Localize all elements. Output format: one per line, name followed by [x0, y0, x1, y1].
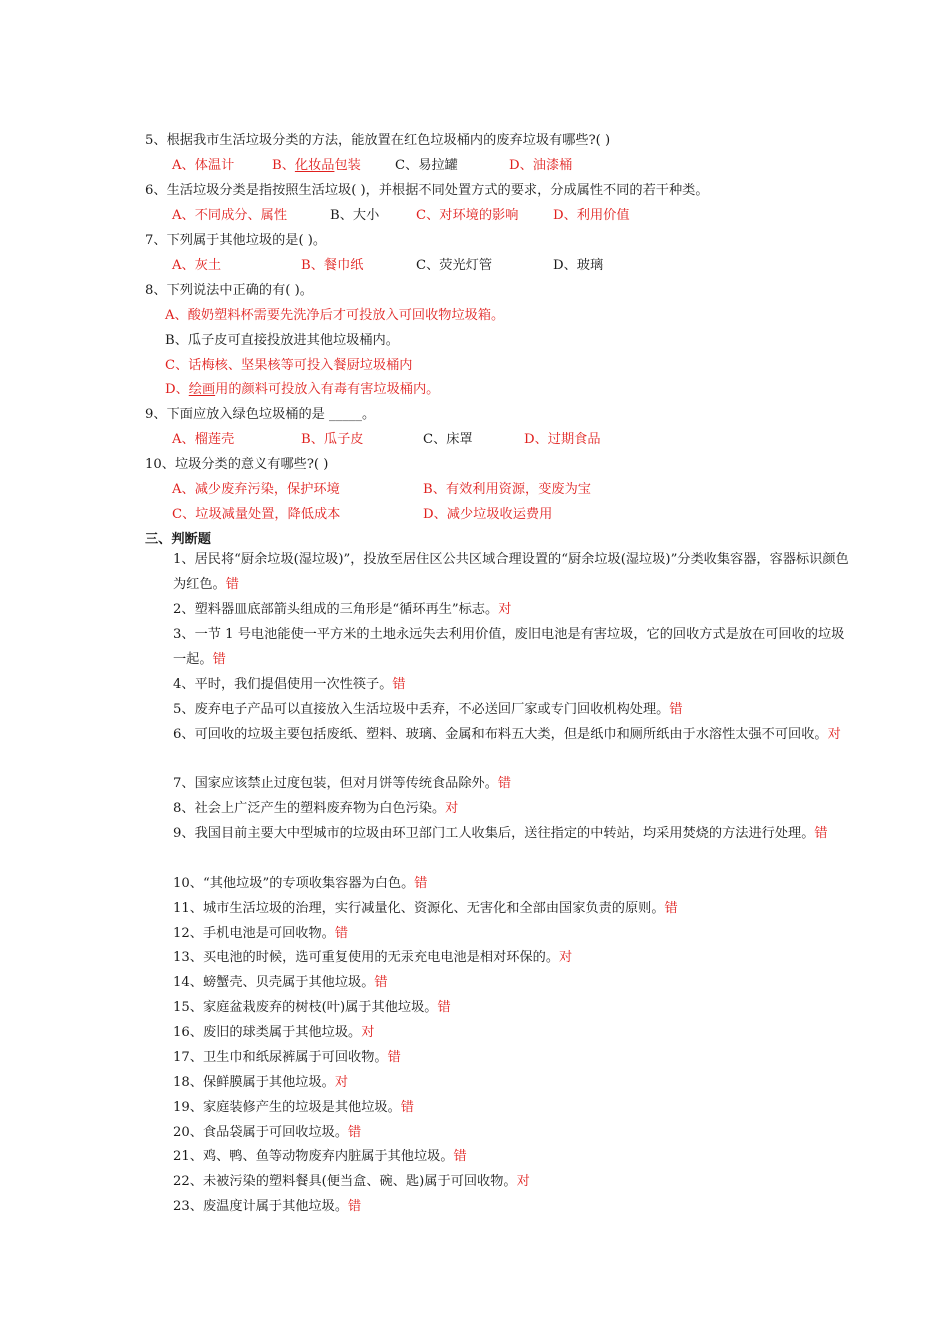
tf-item-19: 19、家庭装修产生的垃圾是其他垃圾。错 [173, 1100, 414, 1115]
tf-item-16: 16、废旧的球类属于其他垃圾。对 [173, 1025, 375, 1040]
q6-option-b: B、大小 [330, 208, 380, 223]
tf-item-4: 4、平时，我们提倡使用一次性筷子。错 [173, 677, 406, 692]
answer-mark: 错 [814, 826, 828, 841]
q5-option-b: B、化妆品包装 [272, 158, 361, 173]
answer-mark: 对 [445, 801, 459, 816]
tf-item-6: 6、可回收的垃圾主要包括废纸、塑料、玻璃、金属和布料五大类，但是纸巾和厕所纸由于水溶性太强不可回收。对 [173, 727, 841, 742]
q9-option-b: B、瓜子皮 [301, 432, 364, 447]
tf-item-8: 8、社会上广泛产生的塑料废弃物为白色污染。对 [173, 801, 459, 816]
tf-item-17: 17、卫生巾和纸尿裤属于可回收物。错 [173, 1050, 401, 1065]
tf-item-22: 22、未被污染的塑料餐具(便当盒、碗、匙)属于可回收物。对 [173, 1174, 530, 1189]
answer-mark: 错 [664, 901, 678, 916]
q10-option-a: A、减少废弃污染，保护环境 [172, 482, 340, 497]
section-heading: 三、判断题 [145, 532, 211, 547]
q5-option-c: C、易拉罐 [395, 158, 458, 173]
question-8: 8、下列说法中正确的有( )。 [145, 283, 313, 298]
answer-mark: 对 [827, 727, 841, 742]
answer-mark: 错 [212, 651, 226, 667]
q6-option-c: C、对环境的影响 [416, 208, 519, 223]
tf-item-1: 1、居民将“厨余垃圾(湿垃圾)”，投放至居住区公共区域合理设置的“厨余垃圾(湿垃圾)”分类收集容器，容器标识颜色为红色。错 [173, 552, 849, 592]
tf-item-23: 23、废温度计属于其他垃圾。错 [173, 1199, 362, 1214]
answer-mark: 错 [348, 1125, 362, 1140]
answer-mark: 错 [348, 1199, 362, 1214]
answer-mark: 错 [453, 1149, 467, 1164]
tf-item-13: 13、买电池的时候，选可重复使用的无汞充电电池是相对环保的。对 [173, 950, 573, 965]
q6-option-a: A、不同成分、属性 [172, 208, 288, 223]
answer-mark: 错 [392, 677, 406, 692]
answer-mark: 对 [559, 950, 573, 965]
question-9: 9、下面应放入绿色垃圾桶的是 _____。 [145, 407, 376, 422]
question-6: 6、生活垃圾分类是指按照生活垃圾( )，并根据不同处置方式的要求，分成属性不同的若干种类。 [145, 183, 709, 198]
answer-mark: 错 [387, 1050, 401, 1065]
tf-item-21: 21、鸡、鸭、鱼等动物废弃内脏属于其他垃圾。错 [173, 1149, 467, 1164]
answer-mark: 错 [334, 926, 349, 941]
question-5: 5、根据我市生活垃圾分类的方法，能放置在红色垃圾桶内的废弃垃圾有哪些?( ) [145, 133, 611, 148]
q5-option-a: A、体温计 [172, 158, 235, 173]
question-7: 7、下列属于其他垃圾的是( )。 [145, 233, 327, 248]
q8-option-b: B、瓜子皮可直接投放进其他垃圾桶内。 [165, 333, 399, 348]
tf-item-15: 15、家庭盆栽废弃的树枝(叶)属于其他垃圾。错 [173, 1000, 451, 1015]
answer-mark: 对 [498, 602, 512, 617]
q8-option-c: C、话梅核、坚果核等可投入餐厨垃圾桶内 [165, 358, 413, 373]
q7-option-d: D、玻璃 [553, 258, 604, 273]
q5-option-d: D、油漆桶 [509, 158, 573, 173]
q7-option-a: A、灰土 [172, 258, 222, 273]
answer-mark: 对 [334, 1075, 349, 1090]
tf-item-3: 3、一节 1 号电池能使一平方米的土地永远失去利用价值，废旧电池是有害垃圾，它的回收方式是放在可回收的垃圾一起。错 [173, 627, 845, 667]
q9-option-a: A、榴莲壳 [172, 432, 235, 447]
answer-mark: 错 [669, 702, 683, 717]
answer-mark: 对 [516, 1174, 530, 1189]
q10-option-c: C、垃圾减量处置，降低成本 [172, 507, 341, 522]
tf-item-10: 10、“其他垃圾”的专项收集容器为白色。错 [173, 876, 428, 891]
tf-item-5: 5、废弃电子产品可以直接放入生活垃圾中丢弃，不必送回厂家或专门回收机构处理。错 [173, 702, 683, 717]
q10-option-b: B、有效利用资源，变废为宝 [423, 482, 591, 497]
answer-mark: 错 [497, 776, 512, 791]
tf-item-12: 12、手机电池是可回收物。错 [173, 926, 349, 941]
tf-item-18: 18、保鲜膜属于其他垃圾。对 [173, 1075, 349, 1090]
tf-item-2: 2、塑料器皿底部箭头组成的三角形是“循环再生”标志。对 [173, 602, 512, 617]
tf-item-20: 20、食品袋属于可回收垃圾。错 [173, 1125, 362, 1140]
answer-mark: 错 [400, 1100, 414, 1115]
answer-mark: 错 [225, 576, 239, 592]
q7-option-c: C、荧光灯管 [416, 258, 493, 273]
q6-option-d: D、利用价值 [553, 208, 630, 223]
answer-mark: 错 [414, 876, 428, 891]
answer-mark: 对 [361, 1025, 375, 1040]
tf-item-14: 14、螃蟹壳、贝壳属于其他垃圾。错 [173, 975, 388, 990]
q9-option-d: D、过期食品 [524, 432, 601, 447]
question-10: 10、垃圾分类的意义有哪些?( ) [145, 457, 329, 472]
tf-item-11: 11、城市生活垃圾的治理，实行减量化、资源化、无害化和全部由国家负责的原则。错 [173, 901, 678, 916]
q7-option-b: B、餐巾纸 [301, 258, 364, 273]
q9-option-c: C、床罩 [423, 432, 473, 447]
q8-option-d: D、绘画用的颜料可投放入有毒有害垃圾桶内。 [165, 382, 440, 397]
q8-option-a: A、酸奶塑料杯需要先洗净后才可投放入可回收物垃圾箱。 [165, 308, 505, 323]
answer-mark: 错 [437, 1000, 451, 1015]
tf-item-9: 9、我国目前主要大中型城市的垃圾由环卫部门工人收集后，送往指定的中转站，均采用焚烧的方法进行处理。错 [173, 826, 828, 841]
answer-mark: 错 [374, 975, 388, 990]
tf-item-7: 7、国家应该禁止过度包装，但对月饼等传统食品除外。错 [173, 776, 512, 791]
q10-option-d: D、减少垃圾收运费用 [423, 507, 553, 522]
